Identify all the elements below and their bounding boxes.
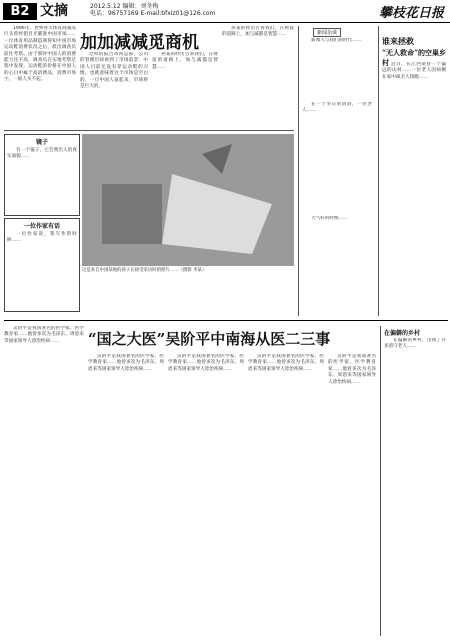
box-2 (4, 218, 80, 312)
bottom-title: “国之大医”吴阶平中南海从医二三事 (88, 330, 331, 348)
right-text: 近日，在江西某县一个偏远的山村……一位老人因病倒在家中却无人知晓…… (382, 62, 446, 80)
header-meta: 2012.5.12 编辑：刘冬梅 电话：96757169 E-mail:bfxiz01@126.com (90, 3, 216, 17)
bottom-col-4: 吴阶平是我国著名的医学家、医学教育家……他曾多次为毛泽东、周恩来等国家领导人诊治疾病…… (248, 354, 324, 372)
bottom-col-2: 吴阶平是我国著名的医学家、医学教育家……他曾多次为毛泽东、周恩来等国家领导人诊治疾病…… (88, 354, 164, 372)
right-title-2: “无人救命”的空巢乡村 (382, 48, 447, 67)
article1-col4: 孙某的经历告诉我们，在财富的道路上，加与减都是智慧…… (222, 26, 294, 38)
inset-label: 新闻杂谈 (313, 28, 341, 37)
masthead: 攀枝花日报 (378, 6, 444, 21)
right-bottom-column (380, 326, 449, 636)
short-piece-2: 天气好的时候…… (311, 216, 348, 221)
section-title: 文摘 (40, 3, 68, 19)
article1-col3: 孙某的经历告诉我们，在财富的道路上，加与减都是智慧…… (152, 52, 218, 70)
box2-text: 一位作家说，我写作的时候…… (7, 232, 77, 244)
box2-title: 一位作家有话 (23, 223, 60, 230)
right2-title: 在偏僻的乡村 (384, 330, 421, 337)
photo-illustration (82, 134, 294, 266)
bottom-col-3: 吴阶平是我国著名的医学家、医学教育家……他曾多次为毛泽东、周恩来等国家领导人诊治疾病…… (168, 354, 244, 372)
middle-column (298, 26, 375, 316)
box1-title: 镜子 (35, 139, 48, 146)
inset-text: 新闻人与我们的时代…… (311, 38, 362, 43)
box1-text: 有一个镜子，它会照出人的真实面貌…… (7, 148, 77, 160)
page-number: B2 (3, 3, 37, 20)
right2-text: 在偏僻的乡村，出现了许多留守老人…… (384, 338, 446, 350)
short-piece-1: 在一个冬日的清晨，一位老人…… (302, 102, 372, 114)
right-title-1: 谁来拯救 (382, 36, 414, 46)
right-column (378, 26, 449, 316)
photo-caption: 这是来自中国某地的孩子在接受采访时的照片……（摄影 李某） (82, 268, 207, 273)
bottom-col-1: 吴阶平是我国著名的医学家、医学教育家……他曾多次为毛泽东、周恩来等国家领导人诊治疾病…… (4, 326, 84, 344)
news-photo (82, 134, 294, 266)
box-1 (4, 134, 80, 216)
bottom-col-5: 吴阶平是我国著名的医学家、医学教育家……他曾多次为毛泽东、周恩来等国家领导人诊治疾病…… (328, 354, 376, 385)
article1-title: 加加减减觅商机 (80, 33, 199, 53)
article1-col1: 1996年，世界各大体育商制品巨头曾经把目光瞄准中国市场……一位体育用品制造商得知中国市场运动鞋消费状况之后，派出调查员前往考察。由于那时中国人的消费能力还不高，调查员在实地考察过程中发现，运动鞋的价格在中国人的心目中属于高消费品，消费市场小，一般人买不起。 (4, 26, 76, 83)
article1-col2: 这样的报告寄回总部，公司的管理层却看到了市场前景：中国人目前还没有穿运动鞋的习惯，也就意味着这个市场是空白的，一旦中国人富起来，市场将是巨大的。 (80, 52, 148, 90)
